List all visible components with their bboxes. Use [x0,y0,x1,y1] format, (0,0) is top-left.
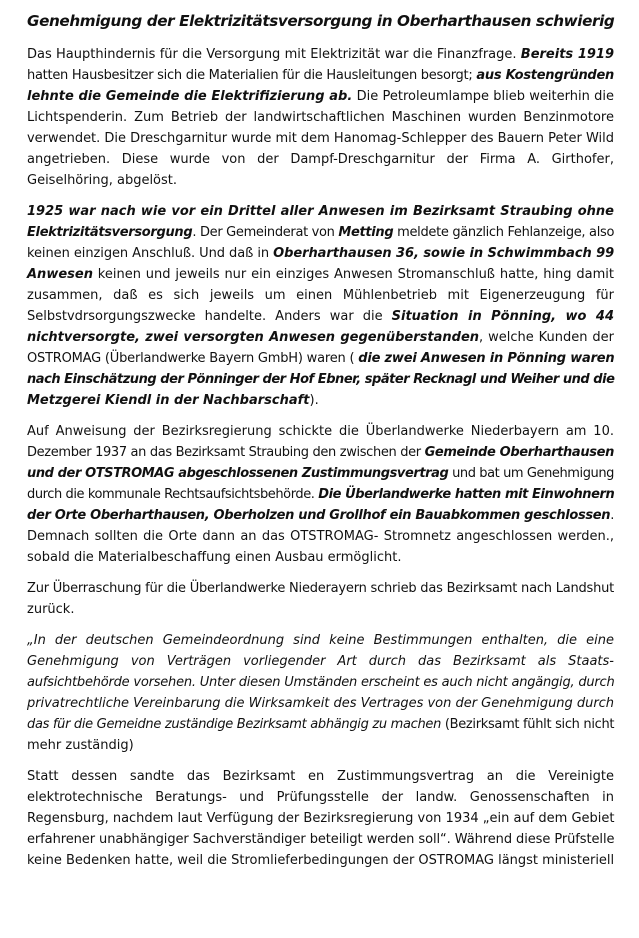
document-title: Genehmigung der Elektrizitätsversorgung in Oberharthausen schwierig [27,12,615,30]
body-text: OSTROMAG (Überlandwerke Bayern GmbH) waren ( [27,351,359,366]
text-line [27,390,614,411]
body-text: Statt dessen sandte das Bezirksamt en Zustimmungsvertrag an die Vereinigte [27,769,614,784]
emphasis-text: Die Überlandwerke hatten mit Einwohnern [318,487,615,502]
text-line [27,44,614,65]
emphasis-text: Situation in Pönning, wo 44 [391,309,615,324]
text-line [27,484,614,505]
quoted-text: das für die Gemeidne zuständige Bezirksamt abhängig zu machen [27,717,442,732]
text-line [27,693,614,714]
text-line [27,86,614,107]
body-text: keinen und jeweils nur ein einziges Anwesen Stromanschluß hatte, hing damit [92,267,614,282]
text-line [27,201,614,222]
body-text: Demnach sollten die Orte dann an das OTSTROMAG- Stromnetz angeschlossen werden., [27,529,614,544]
text-line [27,348,614,369]
body-text: und bat um Genehmigung [448,466,614,481]
text-line [27,578,614,599]
body-text: Regensburg, nachdem laut Verfügung der Bezirksregierung von 1934 „ein auf dem Gebiet [27,811,615,826]
text-line [27,421,614,442]
body-text: verwendet. Die Dreschgarnitur wurde mit dem Hanomag-Schlepper des Bauern Peter Wild [27,131,614,146]
body-text: Selbstvdrsorgungszwecke handelte. Anders war die [27,309,392,324]
body-text: , welche Kunden der [479,330,614,345]
body-text: angetrieben. Diese wurde von der Dampf-Dreschgarnitur der Firma A. Girthofer, [27,152,614,167]
body-text: keine Bedenken hatte, weil die Stromlieferbedingungen der OSTROMAG längst ministeriell [27,853,615,868]
paragraph [27,421,614,568]
text-line [27,306,614,327]
emphasis-text: Bereits 1919 [520,47,615,62]
emphasis-text: der Orte Oberharthausen, Oberholzen und Grollhof ein Bauabkommen geschlossen [27,508,611,523]
paragraph [27,201,614,411]
body-text: hatten Hausbesitzer sich die Materialien für die Hausleitungen besorgt; [27,68,477,83]
text-line [27,264,614,285]
body-text: durch die kommunale Rechtsaufsichtsbehörde. [27,487,319,502]
quoted-text: „In der deutschen Gemeindeordnung sind keine Bestimmungen enthalten, die eine [27,633,614,648]
text-line [27,672,614,693]
quoted-text: privatrechtliche Vereinbarung die Wirksamkeit des Vertrages von der Genehmigung durch [27,696,614,711]
body-text: mehr zuständig) [27,738,134,753]
text-line [27,630,614,651]
text-line [27,526,614,547]
emphasis-text: Gemeinde Oberharthausen [424,445,614,460]
paragraph [27,578,614,620]
text-line [27,714,614,735]
text-line [27,599,614,620]
text-line [27,735,614,756]
emphasis-text: und der OTSTROMAG abgeschlossenen Zustimmungsvertrag [27,466,449,481]
text-line [27,285,614,306]
text-line [27,808,614,829]
quoted-text: Genehmigung von Verträgen vorliegender Art durch das Bezirksamt als Staats- [27,654,614,669]
body-text: Das Haupthindernis für die Versorgung mit Elektrizität war die Finanzfrage. [27,47,521,62]
body-text: Dezember 1937 an das Bezirksamt Straubing den zwischen der [27,445,425,460]
emphasis-text: nichtversorgte, zwei versorgten Anwesen gegenüberstanden [27,330,480,345]
body-text: keinen einzigen Anschluß. Und daß in [27,246,274,261]
paragraph [27,630,614,756]
emphasis-text: Metzgerei Kiendl in der Nachbarschaft [27,393,310,408]
quoted-text: aufsichtbehörde vorsehen. Unter diesen Umständen erscheint es auch nicht angängig, durch [27,675,615,690]
body-text: elektrotechnische Beratungs- und Prüfungsstelle der landw. Genossenschaften in [27,790,614,805]
body-text: Geiselhöring, abgelöst. [27,173,178,188]
text-line [27,369,614,390]
emphasis-text: nach Einschätzung der Pönninger der Hof Ebner, später Recknagl und Weiher und die [27,372,615,387]
body-text: Auf Anweisung der Bezirksregierung schickte die Überlandwerke Niederbayern am 10. [27,424,614,439]
text-line [27,829,614,850]
text-line [27,547,614,568]
document-page [27,10,614,881]
document-body [27,44,614,871]
body-text: . [610,508,614,523]
text-line [27,128,614,149]
text-line [27,107,614,128]
emphasis-text: 1925 war nach wie vor ein Drittel aller Anwesen im Bezirksamt Straubing ohne [27,204,614,219]
text-line [27,850,614,871]
body-text: (Bezirksamt fühlt sich nicht [441,717,615,732]
paragraph [27,44,614,191]
emphasis-text: Anwesen [27,267,93,282]
text-line [27,766,614,787]
body-text: ). [309,393,319,408]
emphasis-text: die zwei Anwesen in Pönning waren [358,351,615,366]
paragraph [27,766,614,871]
text-line [27,327,614,348]
body-text: zusammen, daß es sich jeweils um einen Mühlenbetrieb mit Eigenerzeugung für [27,288,614,303]
emphasis-text: Metting [338,225,394,240]
emphasis-text: Elektrizitätsversorgung [27,225,193,240]
text-line [27,170,614,191]
emphasis-text: lehnte die Gemeinde die Elektrifizierung ab. [27,89,353,104]
text-line [27,222,614,243]
body-text: erfahrener unabhängiger Sachverständiger beteiligt werden soll“. Während diese Prüfstelle [27,832,615,847]
body-text: meldete gänzlich Fehlanzeige, also [393,225,615,240]
text-line [27,463,614,484]
text-line [27,787,614,808]
text-line [27,651,614,672]
text-line [27,65,614,86]
body-text: . Der Gemeinderat von [192,225,339,240]
text-line [27,442,614,463]
text-line [27,505,614,526]
emphasis-text: aus Kostengründen [476,68,614,83]
body-text: Lichtspenderin. Zum Betrieb der landwirtschaftlichen Maschinen wurden Benzinmotore [27,110,614,125]
body-text: zurück. [27,602,75,617]
text-line [27,149,614,170]
body-text: Zur Überraschung für die Überlandwerke Niederayern schrieb das Bezirksamt nach Landshut [27,581,615,596]
emphasis-text: Oberharthausen 36, sowie in Schwimmbach 99 [273,246,615,261]
body-text: Die Petroleumlampe blieb weiterhin die [352,89,615,104]
body-text: sobald die Materialbeschaffung einen Ausbau ermöglicht. [27,550,402,565]
text-line [27,243,614,264]
